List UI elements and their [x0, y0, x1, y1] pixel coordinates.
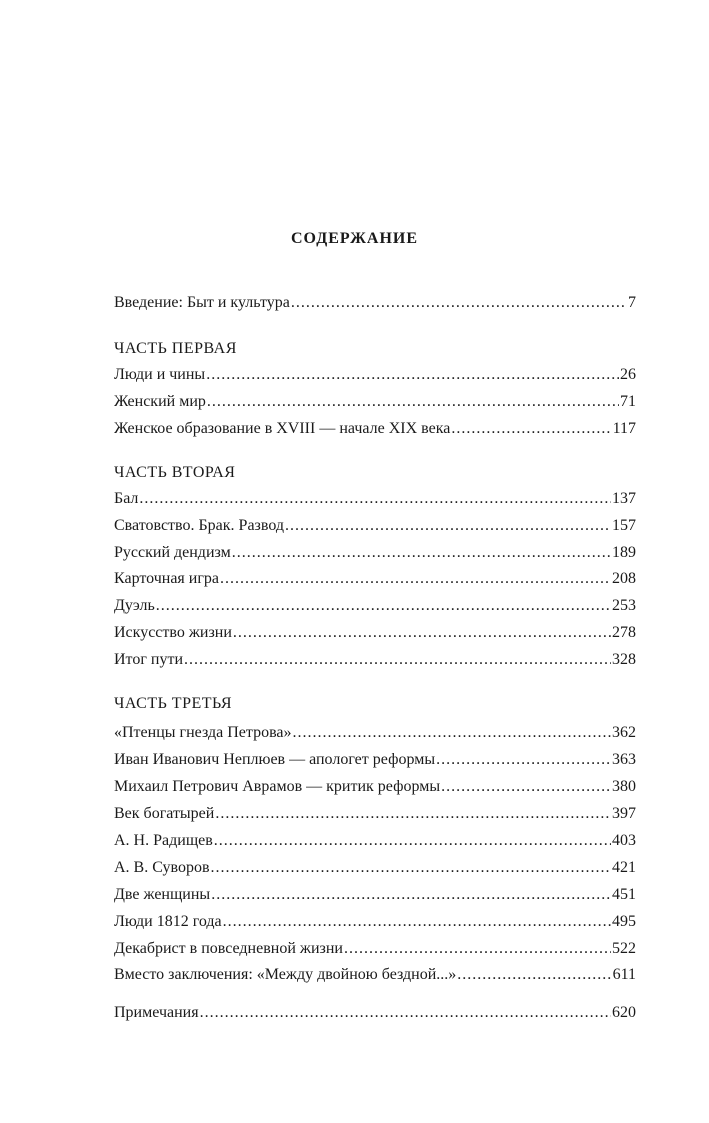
leader-dots [211, 882, 611, 908]
toc-entry-label: А. Н. Радищев [114, 832, 213, 849]
toc-entry-page: 253 [612, 597, 636, 614]
toc-entry[interactable] [114, 774, 636, 800]
toc-entry[interactable] [114, 801, 636, 827]
toc-entry-label: Дуэль [114, 597, 155, 614]
part-heading-2: ЧАСТЬ ВТОРАЯ [114, 464, 236, 481]
toc-entry[interactable] [114, 362, 636, 388]
toc-entry[interactable] [114, 566, 636, 592]
toc-entry-label: Женский мир [114, 393, 206, 410]
toc-entry-page: 189 [612, 544, 636, 561]
leader-dots [214, 828, 611, 854]
toc-entry-label: Вместо заключения: «Между двойною бездной...» [114, 966, 457, 983]
toc-entry-label: Люди и чины [114, 366, 206, 383]
toc-entry[interactable] [114, 647, 636, 673]
page-title: СОДЕРЖАНИЕ [290, 230, 419, 247]
toc-entry[interactable] [114, 855, 636, 881]
toc-entry-page: 157 [612, 517, 636, 534]
toc-entry-label: Век богатырей [114, 805, 215, 822]
toc-entry-page: 208 [612, 570, 636, 587]
toc-entry-label: Две женщины [114, 886, 211, 903]
toc-entry-page: 137 [612, 490, 636, 507]
toc-entry[interactable] [114, 828, 636, 854]
toc-entry-label: Русский дендизм [114, 544, 231, 561]
toc-entry-page: 495 [612, 913, 636, 930]
part-heading-3: ЧАСТЬ ТРЕТЬЯ [114, 695, 233, 712]
leader-dots [207, 389, 619, 415]
toc-entry[interactable] [114, 720, 636, 746]
toc-entry-page: 71 [620, 393, 636, 410]
leader-dots [215, 801, 611, 827]
leader-dots [451, 416, 611, 442]
toc-entry-label: Декабрист в повседневной жизни [114, 940, 343, 957]
part-heading-1: ЧАСТЬ ПЕРВАЯ [114, 340, 237, 357]
toc-entry[interactable] [114, 747, 636, 773]
toc-entry-label: Карточная игра [114, 570, 220, 587]
toc-entry[interactable] [114, 389, 636, 415]
toc-entry-page: 117 [612, 420, 636, 437]
toc-entry-page: 403 [612, 832, 636, 849]
leader-dots [139, 486, 611, 512]
toc-entry[interactable] [114, 416, 636, 442]
toc-entry-page: 611 [612, 966, 636, 983]
toc-entry[interactable] [114, 513, 636, 539]
toc-entry-page: 363 [612, 751, 636, 768]
toc-entry[interactable] [114, 486, 636, 512]
toc-entry-page: 397 [612, 805, 636, 822]
toc-entry[interactable] [114, 540, 636, 566]
toc-entry-label: Иван Иванович Неплюев — апологет реформы [114, 751, 436, 768]
toc-entry-page: 421 [612, 859, 636, 876]
toc-entry-label: Введение: Быт и культура [114, 294, 290, 311]
toc-entry-notes[interactable] [114, 1000, 636, 1026]
leader-dots [441, 774, 611, 800]
toc-entry-page: 522 [612, 940, 636, 957]
toc-entry-page: 328 [612, 651, 636, 668]
toc-entry-label: Михаил Петрович Аврамов — критик реформы [114, 778, 441, 795]
toc-entry-page: 362 [612, 724, 636, 741]
leader-dots [206, 362, 619, 388]
toc-entry-intro[interactable] [114, 290, 636, 316]
toc-entry-label: «Птенцы гнезда Петрова» [114, 724, 292, 741]
leader-dots [233, 620, 611, 646]
toc-entry-page: 451 [612, 886, 636, 903]
toc-entry-label: Искусство жизни [114, 624, 232, 641]
toc-entry-label: Бал [114, 490, 139, 507]
leader-dots [223, 909, 611, 935]
toc-entry-label: А. В. Суворов [114, 859, 210, 876]
toc-entry-page: 26 [620, 366, 636, 383]
toc-entry-page: 278 [612, 624, 636, 641]
leader-dots [220, 566, 611, 592]
leader-dots [232, 540, 611, 566]
toc-entry[interactable] [114, 620, 636, 646]
toc-entry[interactable] [114, 936, 636, 962]
leader-dots [293, 720, 611, 746]
toc-entry[interactable] [114, 962, 636, 988]
toc-entry-label: Женское образование в XVIII — начале XIX века [114, 420, 451, 437]
leader-dots [291, 290, 627, 316]
toc-entry[interactable] [114, 593, 636, 619]
toc-entry-page: 620 [612, 1004, 636, 1021]
toc-entry-label: Сватовство. Брак. Развод [114, 517, 284, 534]
toc-entry-page: 380 [612, 778, 636, 795]
toc-entry-label: Примечания [114, 1004, 199, 1021]
leader-dots [156, 593, 611, 619]
toc-entry-page: 7 [628, 294, 636, 311]
toc-entry[interactable] [114, 882, 636, 908]
leader-dots [285, 513, 611, 539]
leader-dots [344, 936, 611, 962]
toc-entry-label: Люди 1812 года [114, 913, 222, 930]
leader-dots [457, 962, 611, 988]
toc-entry-label: Итог пути [114, 651, 184, 668]
toc-entry[interactable] [114, 909, 636, 935]
leader-dots [200, 1000, 611, 1026]
leader-dots [436, 747, 611, 773]
leader-dots [211, 855, 612, 881]
leader-dots [184, 647, 611, 673]
